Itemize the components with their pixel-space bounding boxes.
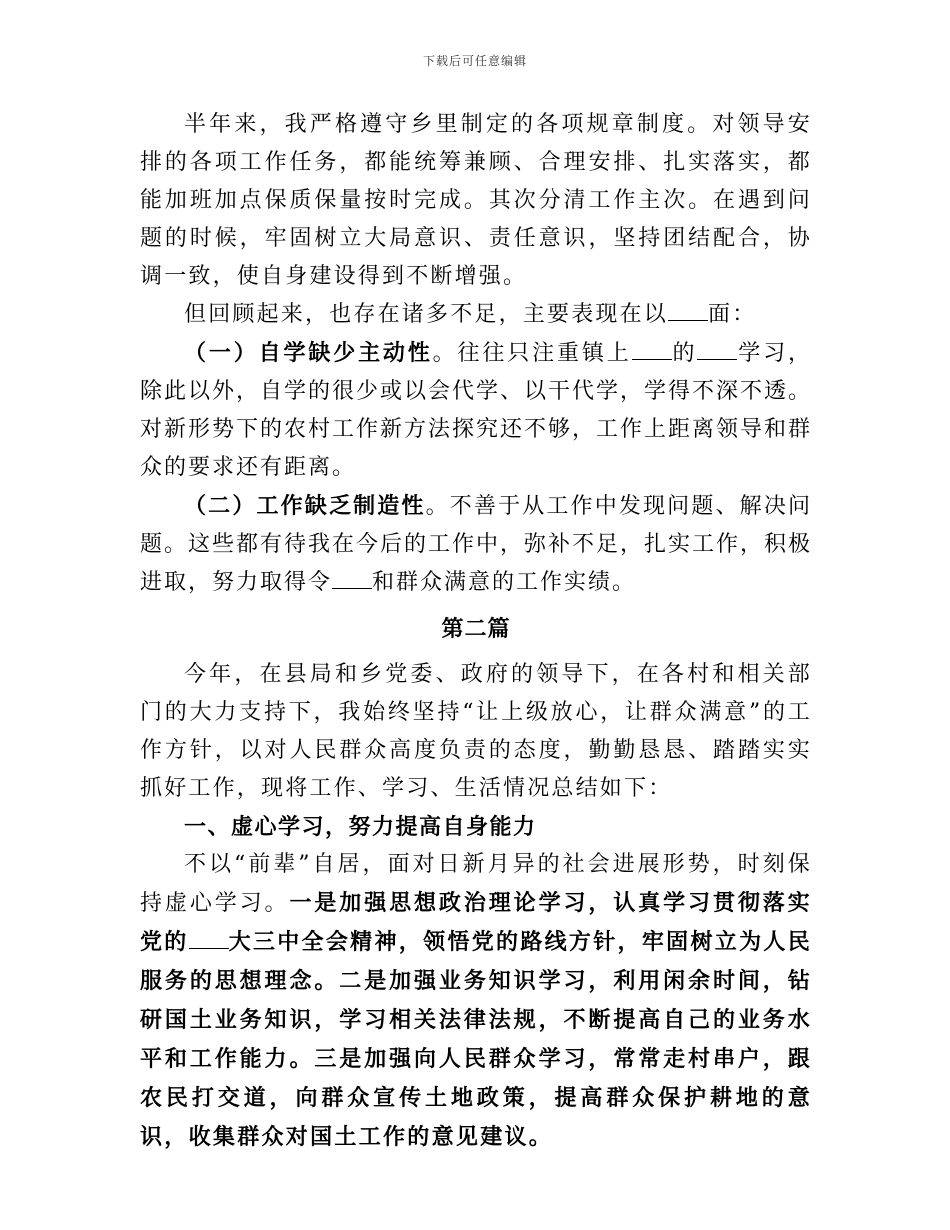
paragraph-summary: 半年来，我严格遵守乡里制定的各项规章制度。对领导安排的各项工作任务，都能统筹兼顾、合理安排、扎实落实，都能加班加点保质保量按时完成。其次分清工作主次。在遇到问题的时候，牢固树立大局意识、责任意识，坚持团结配合，协调一致，使自身建设得到不断增强。 — [140, 112, 812, 289]
paragraph-shortcoming-two — [140, 487, 812, 602]
part-two-title: 第二篇 — [441, 616, 511, 642]
page-header: 下载后可任意编辑 — [422, 54, 527, 68]
text-segment: 不以“前辈”自居，面对日新月异的社会进展形势，时刻保持虚心学习。 — [140, 852, 812, 916]
paragraph-shortcomings-intro — [140, 296, 812, 334]
text-segment: 。往往只注重镇上 — [432, 341, 632, 366]
blank-line — [697, 339, 737, 360]
shortcoming-one-heading: （一）自学缺少主动性 — [184, 340, 433, 366]
text-segment: 学习，除此以外，自学的很少或以会代学、以干代学，学得不深不透。对新形势下的农村工作新方法探究还不够，工作上距离领导和群众的要求还有距离。 — [140, 341, 813, 480]
blank-line — [189, 928, 229, 949]
bold-text-segment: 一是加强思想政治理论学习，认真学习贯彻落实党的 — [140, 890, 812, 955]
paragraph-shortcoming-one — [140, 334, 812, 487]
blank-line — [632, 339, 672, 360]
text-segment: 但回顾起来，也存在诸多不足，主要表现在以 — [184, 302, 669, 327]
text-segment: 面： — [708, 302, 757, 327]
text-segment: 。不善于从工作中发现问题、解决问题。这些都有待我在今后的工作中，弥补不足，扎实工作，积极进取，努力取得令 — [140, 494, 813, 595]
paragraph-study — [140, 846, 812, 1157]
blank-line — [668, 300, 708, 321]
document-body — [140, 106, 812, 1157]
text-segment: 的 — [671, 341, 698, 366]
paragraph-part-two-intro: 今年，在县局和乡党委、政府的领导下，在各村和相关部门的大力支持下，我始终坚持“让上级放心，让群众满意”的工作方针，以对人民群众高度负责的态度，勤勤恳恳、踏踏实实抓好工作，现将工作、学习、生活情况总结如下： — [140, 662, 812, 801]
shortcoming-two-heading: （二）工作缺乏制造性 — [184, 493, 426, 519]
blank-line — [332, 568, 372, 589]
section-heading-study: 一、虚心学习，努力提高自身能力 — [184, 814, 537, 840]
text-segment: 和群众满意的工作实绩。 — [372, 570, 637, 595]
bold-text-segment: 大三中全会精神，领悟党的路线方针，牢固树立为人民服务的思想理念。二是加强业务知识学习，利用闲余时间，钻研国土业务知识，学习相关法律法规，不断提高自己的业务水平和工作能力。三是加强向人民群众学习，常常走村串户，跟农民打交道，向群众宣传土地政策，提高群众保护耕地的意识，收集群众对国土工作的意见建议。 — [140, 929, 812, 1150]
